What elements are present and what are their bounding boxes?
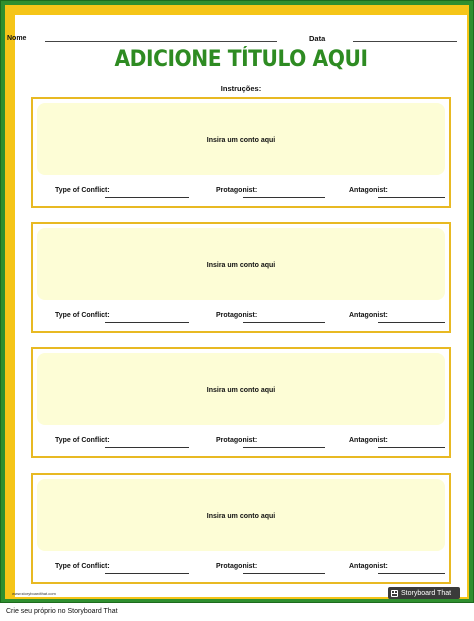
story-placeholder: Insira um conto aqui <box>206 137 276 144</box>
date-label: Data <box>309 34 326 43</box>
protagonist-label: Protagonist: <box>216 437 258 444</box>
conflict-label: Type of Conflict: <box>55 312 110 319</box>
date-line[interactable] <box>353 41 457 42</box>
conflict-line[interactable] <box>105 197 189 198</box>
page-title[interactable]: ADICIONE TÍTULO AQUI <box>114 47 368 72</box>
protagonist-label: Protagonist: <box>216 312 258 319</box>
footer-caption[interactable]: Crie seu próprio no Storyboard That <box>6 608 118 615</box>
name-label: Nome <box>7 35 27 42</box>
protagonist-label: Protagonist: <box>216 187 258 194</box>
brand-name: Storyboard That <box>401 589 452 597</box>
footer-url[interactable]: www.storyboardthat.com <box>12 591 56 596</box>
antagonist-label: Antagonist: <box>349 437 388 444</box>
worksheet-inner-border <box>5 5 469 599</box>
story-text-box[interactable] <box>37 353 445 425</box>
protagonist-line[interactable] <box>243 447 325 448</box>
antagonist-label: Antagonist: <box>349 187 388 194</box>
protagonist-line[interactable] <box>243 197 325 198</box>
story-panel-2 <box>31 222 451 333</box>
conflict-label: Type of Conflict: <box>55 187 110 194</box>
story-placeholder: Insira um conto aqui <box>206 387 276 394</box>
antagonist-label: Antagonist: <box>349 563 388 570</box>
storyboard-that-logo[interactable] <box>388 587 460 599</box>
story-panel-1 <box>31 97 451 208</box>
conflict-label: Type of Conflict: <box>55 437 110 444</box>
antagonist-line[interactable] <box>378 573 445 574</box>
antagonist-line[interactable] <box>378 322 445 323</box>
protagonist-line[interactable] <box>243 322 325 323</box>
antagonist-line[interactable] <box>378 197 445 198</box>
worksheet-page <box>7 15 467 597</box>
protagonist-label: Protagonist: <box>216 563 258 570</box>
story-panel-4 <box>31 473 451 584</box>
conflict-line[interactable] <box>105 322 189 323</box>
story-text-box[interactable] <box>37 228 445 300</box>
conflict-line[interactable] <box>105 573 189 574</box>
story-text-box[interactable] <box>37 479 445 551</box>
antagonist-label: Antagonist: <box>349 312 388 319</box>
storyboard-logo-icon <box>391 590 398 597</box>
instructions-label[interactable]: Instruções: <box>220 84 262 93</box>
story-panel-3 <box>31 347 451 458</box>
protagonist-line[interactable] <box>243 573 325 574</box>
conflict-label: Type of Conflict: <box>55 563 110 570</box>
story-text-box[interactable] <box>37 103 445 175</box>
storyboard-logo-glyph <box>392 591 397 596</box>
name-line[interactable] <box>45 41 277 42</box>
antagonist-line[interactable] <box>378 447 445 448</box>
conflict-line[interactable] <box>105 447 189 448</box>
story-placeholder: Insira um conto aqui <box>206 513 276 520</box>
story-placeholder: Insira um conto aqui <box>206 262 276 269</box>
